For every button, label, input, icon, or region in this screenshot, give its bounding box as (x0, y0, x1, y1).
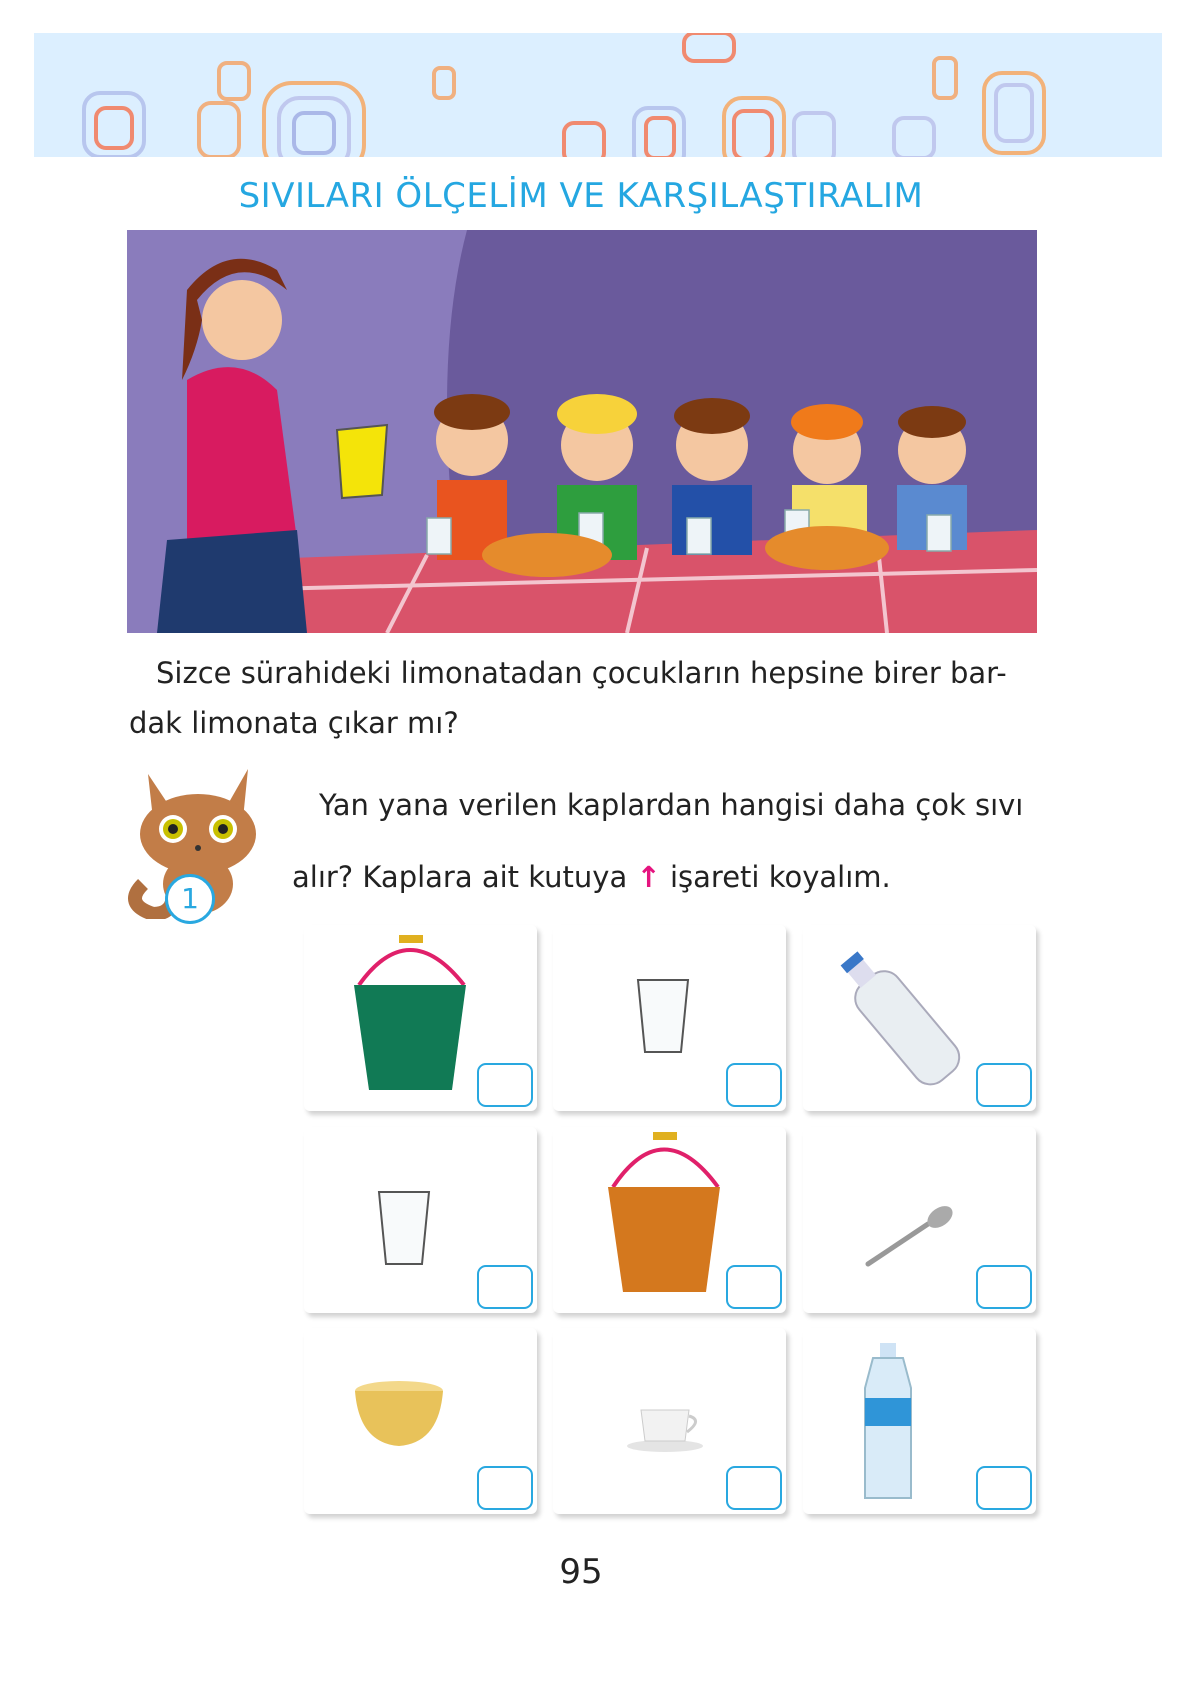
instruction-line-2 (292, 860, 891, 894)
answer-checkbox[interactable] (477, 1466, 533, 1510)
instruction-text-end: işareti koyalım. (669, 860, 891, 894)
decorative-banner (34, 33, 1162, 157)
answer-checkbox[interactable] (976, 1063, 1032, 1107)
answer-checkbox[interactable] (477, 1265, 533, 1309)
question-line-2: dak limonata çıkar mı? (129, 706, 459, 740)
question-line-1: Sizce sürahideki limonatadan çocukların hepsine birer bar- (156, 656, 1007, 690)
cat-mascot (123, 764, 263, 919)
page-number: 95 (559, 1552, 603, 1592)
container-card-orange-bucket (553, 1127, 786, 1313)
container-card-glass (553, 925, 786, 1111)
answer-checkbox[interactable] (976, 1265, 1032, 1309)
answer-checkbox[interactable] (726, 1466, 782, 1510)
container-card-plastic-bottle (803, 925, 1036, 1111)
instruction-line-1: Yan yana verilen kaplardan hangisi daha çok sıvı (319, 788, 1024, 822)
answer-checkbox[interactable] (726, 1265, 782, 1309)
activity-number-badge: 1 (165, 874, 215, 924)
answer-checkbox[interactable] (726, 1063, 782, 1107)
up-arrow-icon: ↑ (636, 860, 661, 894)
container-card-bowl (304, 1328, 537, 1514)
answer-checkbox[interactable] (976, 1466, 1032, 1510)
container-card-glass (304, 1127, 537, 1313)
container-card-green-bucket (304, 925, 537, 1111)
container-card-teacup (553, 1328, 786, 1514)
answer-checkbox[interactable] (477, 1063, 533, 1107)
container-card-water-bottle (803, 1328, 1036, 1514)
lemonade-illustration (127, 230, 1037, 633)
page-title: SIVILARI ÖLÇELİM VE KARŞILAŞTIRALIM (238, 176, 924, 216)
instruction-text-start: alır? Kaplara ait kutuya (292, 860, 628, 894)
container-card-spoon (803, 1127, 1036, 1313)
